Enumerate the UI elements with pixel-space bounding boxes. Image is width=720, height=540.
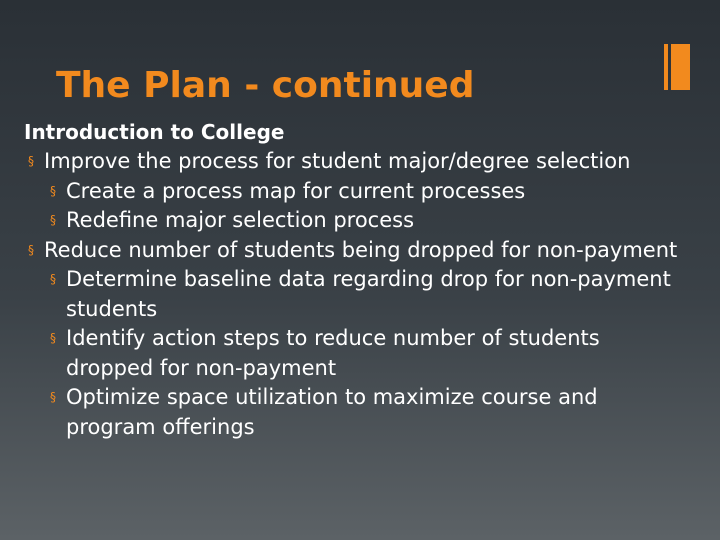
bullet-text: Create a process map for current processes xyxy=(66,178,526,203)
bullet-icon: § xyxy=(28,242,34,257)
bullet-text: Identify action steps to reduce number of students dropped for non-payment xyxy=(66,326,600,380)
slide-body xyxy=(24,118,684,442)
bullet-icon: § xyxy=(50,390,56,404)
bullet-item xyxy=(24,147,684,177)
bullet-text: Reduce number of students being dropped for non-payment xyxy=(44,237,678,262)
bullet-icon: § xyxy=(50,183,56,198)
bullet-text: Optimize space utilization to maximize course and program offerings xyxy=(66,385,598,439)
bullet-icon: § xyxy=(28,154,34,168)
corner-accent-mark xyxy=(664,44,690,90)
bullet-item xyxy=(24,236,684,266)
bullet-text: Redefine major selection process xyxy=(66,208,415,232)
bullet-icon: § xyxy=(50,272,56,286)
sub-bullet-item xyxy=(24,265,684,324)
bullet-text: Improve the process for student major/degree selection xyxy=(44,149,631,173)
bullet-text: Determine baseline data regarding drop for non-payment students xyxy=(66,267,671,321)
bullet-icon: § xyxy=(50,213,56,227)
accent-bar-thick xyxy=(671,44,690,90)
sub-bullet-item xyxy=(24,177,684,207)
sub-bullet-item xyxy=(24,324,684,383)
bullet-icon: § xyxy=(50,331,56,345)
slide-title: The Plan - continued xyxy=(56,65,475,106)
sub-bullet-item xyxy=(24,383,684,442)
sub-bullet-item xyxy=(24,206,684,236)
section-heading: Introduction to College xyxy=(24,120,285,144)
accent-bar-thin xyxy=(664,44,668,90)
